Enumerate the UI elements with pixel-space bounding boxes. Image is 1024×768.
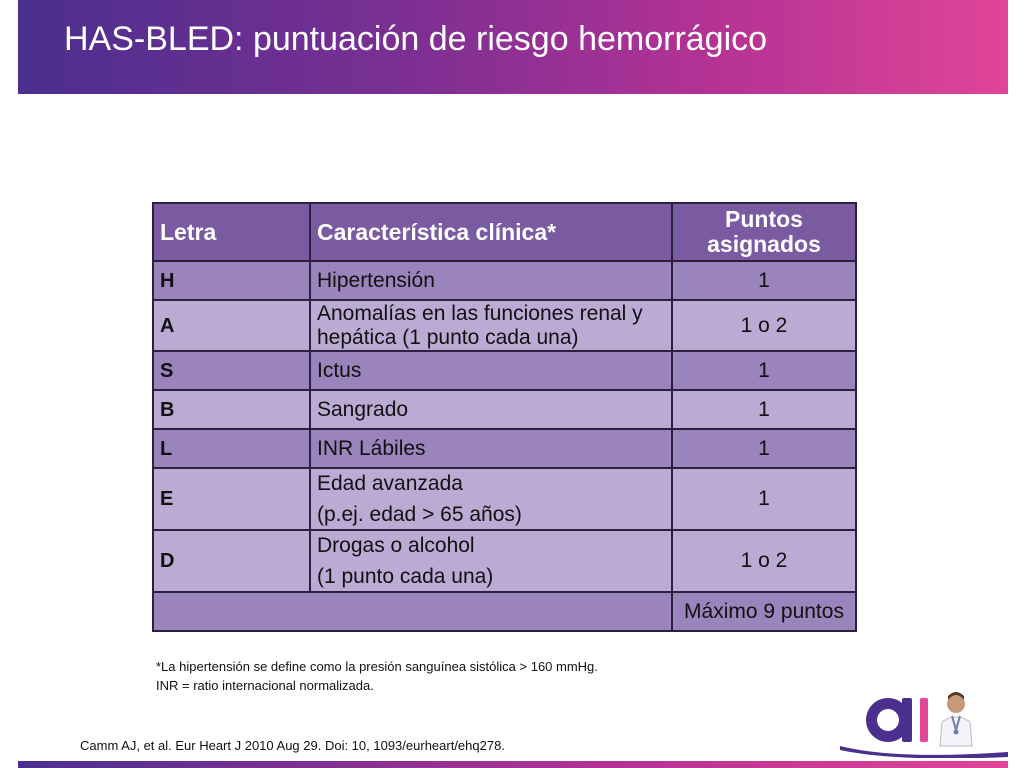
row-letter: B: [153, 390, 310, 429]
table-row: [153, 530, 856, 592]
table-row: [153, 429, 856, 468]
row-letter: D: [153, 530, 310, 592]
logo-swoosh: [840, 746, 1008, 758]
total-points: Máximo 9 puntos: [672, 592, 856, 631]
row-letter: E: [153, 468, 310, 530]
header-letter: Letra: [153, 203, 310, 261]
slide-title: HAS-BLED: puntuación de riesgo hemorrágico: [64, 20, 768, 58]
bottom-strip: [18, 761, 1008, 768]
row-letter: S: [153, 351, 310, 390]
row-characteristic-line2: (p.ej. edad > 65 años): [317, 502, 522, 526]
header-points-line2: asignados: [707, 231, 821, 257]
table-row: [153, 351, 856, 390]
has-bled-table: [152, 202, 857, 632]
row-characteristic: [310, 468, 672, 530]
logo-bar: [920, 698, 928, 742]
row-characteristic: [310, 300, 672, 351]
row-characteristic: Hipertensión: [310, 261, 672, 300]
row-characteristic: Sangrado: [310, 390, 672, 429]
title-bar: [18, 0, 1008, 94]
row-characteristic-line1: Anomalías en las funciones renal y: [317, 301, 643, 325]
row-characteristic: INR Lábiles: [310, 429, 672, 468]
logo-letter-a-counter: [877, 709, 899, 731]
row-characteristic-line2: (1 punto cada una): [317, 564, 494, 588]
row-characteristic-line1: Drogas o alcohol: [317, 533, 475, 557]
table-row: [153, 390, 856, 429]
logo-letter-a-stem: [902, 698, 912, 742]
row-points: 1: [672, 468, 856, 530]
doctor-letter-a-logo: [836, 686, 1012, 758]
table-total-row: [153, 592, 856, 631]
row-points: 1 o 2: [672, 300, 856, 351]
table-row: [153, 300, 856, 351]
header-characteristic: Característica clínica*: [310, 203, 672, 261]
citation: Camm AJ, et al. Eur Heart J 2010 Aug 29. Doi: 10, 1093/eurheart/ehq278.: [80, 738, 505, 753]
row-characteristic: [310, 530, 672, 592]
table-header-row: [153, 203, 856, 261]
footnote: [156, 657, 598, 695]
row-points: 1: [672, 429, 856, 468]
header-points-line1: Puntos: [725, 206, 803, 232]
table-row: [153, 261, 856, 300]
footnote-hypertension: *La hipertensión se define como la presión sanguínea sistólica > 160 mmHg.: [156, 659, 598, 674]
row-points: 1: [672, 351, 856, 390]
row-letter: L: [153, 429, 310, 468]
stethoscope-bell: [954, 730, 959, 735]
row-points: 1: [672, 390, 856, 429]
total-empty-cell: [153, 592, 672, 631]
row-letter: A: [153, 300, 310, 351]
row-points: 1: [672, 261, 856, 300]
row-letter: H: [153, 261, 310, 300]
row-characteristic-line1: Edad avanzada: [317, 471, 463, 495]
row-characteristic-line2: hepática (1 punto cada una): [317, 325, 579, 349]
footnote-inr: INR = ratio internacional normalizada.: [156, 678, 374, 693]
row-characteristic: Ictus: [310, 351, 672, 390]
logo-icon: [836, 686, 1012, 758]
header-points: [672, 203, 856, 261]
row-points: 1 o 2: [672, 530, 856, 592]
table-row: [153, 468, 856, 530]
